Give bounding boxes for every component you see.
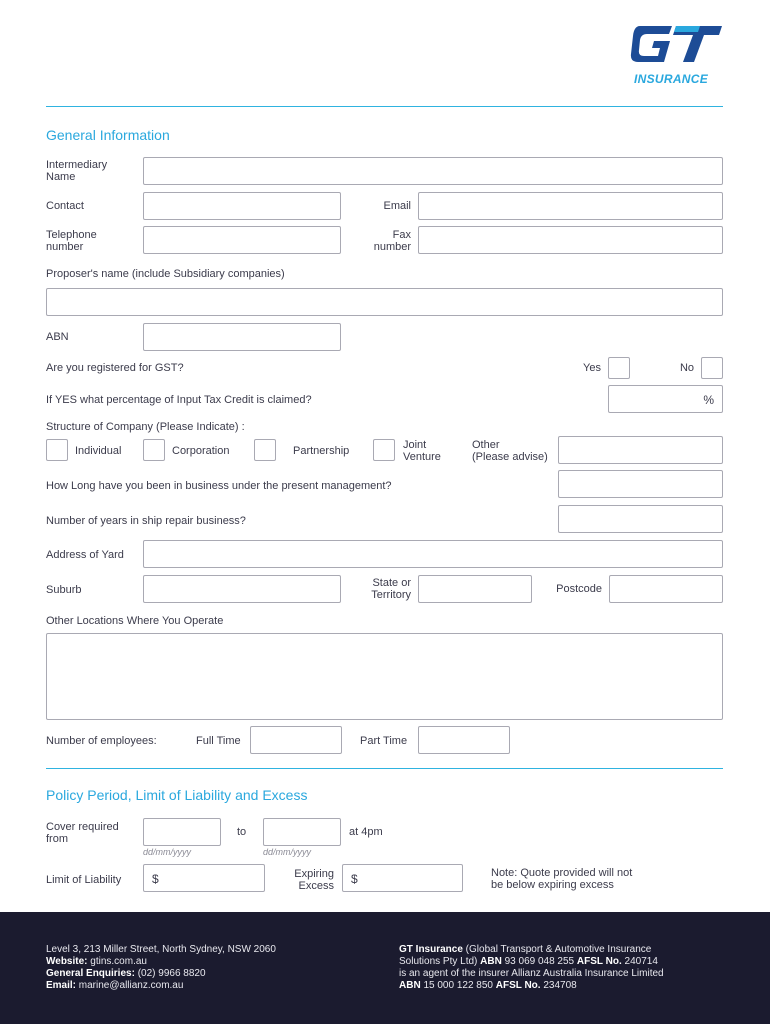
proposer-label: Proposer's name (include Subsidiary companies) — [46, 268, 285, 280]
structure-corporation-checkbox[interactable] — [143, 439, 165, 461]
gst-question: Are you registered for GST? — [46, 362, 184, 374]
gt-logo-mark — [630, 22, 725, 68]
how-long-field[interactable] — [558, 470, 723, 498]
general-section-title: General Information — [46, 127, 170, 143]
liability-field[interactable] — [143, 864, 265, 892]
footer-enquiries-line — [46, 968, 276, 980]
suburb-field[interactable] — [143, 575, 341, 603]
years-ship-field[interactable] — [558, 505, 723, 533]
proposer-name-field[interactable] — [46, 288, 723, 316]
liability-currency: $ — [152, 872, 159, 886]
footer-legal — [399, 944, 664, 992]
gst-yes-checkbox[interactable] — [608, 357, 630, 379]
footer-agent-text: is an agent of the insurer Allianz Australia Insurance Limited — [399, 968, 664, 979]
structure-individual-label: Individual — [75, 445, 122, 457]
postcode-label: Postcode — [556, 583, 602, 595]
itc-percent-field[interactable] — [608, 385, 723, 413]
cover-to-date-field[interactable] — [263, 818, 341, 846]
postcode-field[interactable] — [609, 575, 723, 603]
footer-afsl2-label: AFSL No. — [495, 980, 541, 991]
footer — [0, 912, 770, 1024]
gst-no-checkbox[interactable] — [701, 357, 723, 379]
structure-label: Structure of Company (Please Indicate) : — [46, 421, 245, 433]
footer-legal-line-2 — [399, 956, 664, 968]
liability-label: Limit of Liability — [46, 874, 122, 886]
footer-enquiries: (02) 9966 8820 — [134, 968, 206, 979]
cover-from-date-hint: dd/mm/yyyy — [143, 847, 192, 857]
policy-section-title: Policy Period, Limit of Liability and Excess — [46, 787, 308, 803]
footer-legal-line-1 — [399, 944, 664, 956]
telephone-field[interactable] — [143, 226, 341, 254]
cover-from-date-field[interactable] — [143, 818, 221, 846]
fax-field[interactable] — [418, 226, 723, 254]
intermediary-label: Intermediary Name — [46, 159, 108, 183]
years-ship-label: Number of years in ship repair business? — [46, 515, 246, 527]
footer-afsl1: 240714 — [621, 956, 658, 967]
footer-email-label: Email: — [46, 980, 77, 991]
header-rule — [46, 106, 723, 107]
footer-abn1-label: ABN — [480, 956, 502, 967]
structure-individual-checkbox[interactable] — [46, 439, 68, 461]
footer-abn2: 15 000 122 850 — [420, 980, 496, 991]
footer-company-desc1: (Global Transport & Automotive Insurance — [462, 944, 652, 955]
full-time-label: Full Time — [196, 735, 241, 747]
footer-company-name: GT Insurance — [399, 944, 463, 955]
footer-email-line — [46, 980, 276, 992]
to-label: to — [237, 826, 247, 838]
at-4pm-label: at 4pm — [349, 826, 383, 838]
state-field[interactable] — [418, 575, 532, 603]
address-field[interactable] — [143, 540, 723, 568]
cover-label: Cover required from — [46, 821, 119, 845]
footer-website[interactable]: gtins.com.au — [87, 956, 147, 967]
section-divider — [46, 768, 723, 769]
intermediary-name-field[interactable] — [143, 157, 723, 185]
expiring-excess-label: Expiring Excess — [294, 868, 334, 892]
part-time-label: Part Time — [360, 735, 408, 747]
footer-abn1: 93 069 048 255 — [501, 956, 577, 967]
logo-wordmark: INSURANCE — [634, 72, 709, 86]
footer-company-desc2: Solutions Pty Ltd) — [399, 956, 481, 967]
gst-no-label: No — [679, 362, 694, 374]
state-label: State or Territory — [371, 577, 411, 601]
footer-afsl2: 234708 — [540, 980, 577, 991]
other-locations-label: Other Locations Where You Operate — [46, 615, 224, 627]
itc-question: If YES what percentage of Input Tax Credit is claimed? — [46, 394, 312, 406]
structure-joint-venture-label: Joint Venture — [403, 439, 441, 463]
email-field[interactable] — [418, 192, 723, 220]
footer-website-label: Website: — [46, 956, 88, 967]
abn-field[interactable] — [143, 323, 341, 351]
structure-other-field[interactable] — [558, 436, 723, 464]
excess-note: Note: Quote provided will not be below expiring excess — [491, 867, 633, 891]
footer-address: Level 3, 213 Miller Street, North Sydney, NSW 2060 — [46, 944, 276, 955]
contact-label: Contact — [46, 200, 84, 212]
logo — [630, 22, 725, 88]
contact-field[interactable] — [143, 192, 341, 220]
full-time-field[interactable] — [250, 726, 342, 754]
fax-label: Fax number — [373, 229, 411, 253]
percent-symbol: % — [703, 393, 714, 407]
structure-corporation-label: Corporation — [172, 445, 230, 457]
footer-email[interactable]: marine@allianz.com.au — [76, 980, 184, 991]
footer-legal-line-4 — [399, 980, 664, 992]
gst-yes-label: Yes — [583, 362, 601, 374]
employees-label: Number of employees: — [46, 735, 157, 747]
abn-label: ABN — [46, 331, 69, 343]
email-label: Email — [383, 200, 411, 212]
structure-partnership-checkbox[interactable] — [254, 439, 276, 461]
footer-website-line — [46, 956, 276, 968]
footer-contact — [46, 944, 276, 992]
excess-currency: $ — [351, 872, 358, 886]
footer-enquiries-label: General Enquiries: — [46, 968, 135, 979]
footer-afsl1-label: AFSL No. — [576, 956, 622, 967]
structure-partnership-label: Partnership — [293, 445, 350, 457]
suburb-label: Suburb — [46, 584, 82, 596]
expiring-excess-field[interactable] — [342, 864, 463, 892]
structure-other-label: Other (Please advise) — [472, 439, 548, 463]
part-time-field[interactable] — [418, 726, 510, 754]
address-label: Address of Yard — [46, 549, 124, 561]
how-long-label: How Long have you been in business under the present management? — [46, 480, 392, 492]
cover-to-date-hint: dd/mm/yyyy — [263, 847, 312, 857]
telephone-label: Telephone number — [46, 229, 97, 253]
other-locations-field[interactable] — [46, 633, 723, 720]
footer-abn2-label: ABN — [399, 980, 421, 991]
structure-joint-venture-checkbox[interactable] — [373, 439, 395, 461]
